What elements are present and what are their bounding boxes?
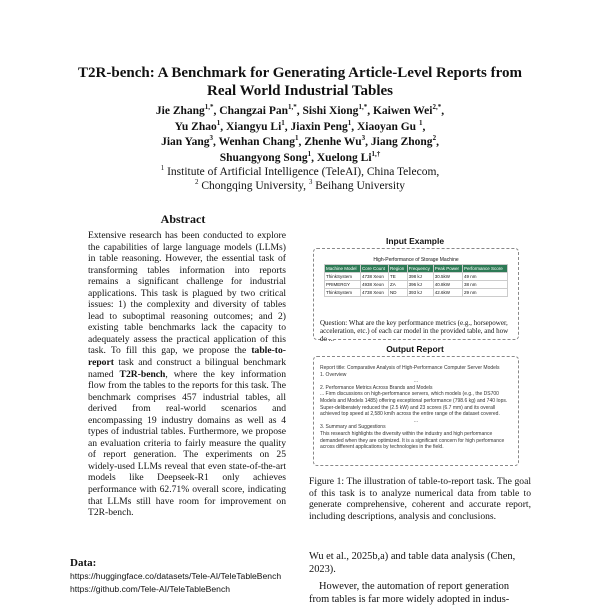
title-line-2: Real World Industrial Tables	[206, 83, 394, 99]
report-line: This research highlights the diversity within the industry and high performance	[320, 430, 493, 437]
author-name: , Kaiwen Wei	[367, 105, 433, 117]
sheet-cell: 398 kJ	[407, 273, 433, 281]
data-heading: Data:	[70, 557, 97, 569]
author-name: , Jiang Zhong	[365, 136, 433, 149]
report-text	[320, 365, 512, 451]
body-text-right	[309, 551, 531, 611]
author-line-3: Jian Yang$^3$, Wenhan Chang$^1$, Zhenhe Wu$^3$, Jiang Zhong$^2$,	[161, 134, 439, 149]
affil-text: Institute of Artificial Intelligence (TeleAI), China Telecom,	[164, 166, 440, 178]
sheet-cell: 40.8kW	[433, 281, 462, 289]
author-name: , Wenhan Chang	[213, 136, 295, 149]
affiliation-line-1	[40, 165, 560, 179]
sheet-title: High-Performance of Storage Machine	[373, 257, 459, 263]
abstract-text: Extensive research has been conducted to explore the capabilities of large language models (LLMs) in table reasoning. However, the essential task of transforming tables information into reports remains a significant challenge for industrial applications. This task is plagued by two critical issues: 1) the complexity and diversity of tables lead to suboptimal reasoning outcomes; and 2) existing table benchmarks lack the capacity to adequately assess the practical application of this task. To fill this gap, we propose the	[88, 230, 286, 357]
affiliation-line-2	[40, 179, 560, 193]
author-line-2: Yu Zhao$^1$, Xiangyu Li$^1$, Jiaxin Peng$^1$, Xiaoyan Gu $^1$,	[174, 118, 426, 133]
author-name: Jian Yang	[161, 136, 210, 149]
sheet-cell: 38 nm	[463, 281, 508, 289]
input-example-box	[313, 248, 519, 343]
sheet-row	[325, 273, 508, 281]
affil-sup: 2	[194, 178, 199, 187]
report-line: Models and Models 1485) offering exceptional performance (798.6 kg) and 740 Iops.	[320, 397, 508, 404]
author-sup: 1	[216, 118, 221, 127]
data-links	[70, 570, 281, 595]
sheet-row	[325, 281, 508, 289]
author-name: , Jiaxin Peng	[284, 120, 348, 133]
affil-sup: 3	[308, 178, 313, 187]
sheet-cell: 49 nm	[463, 273, 508, 281]
sheet-header-cell: Performance Score	[463, 265, 508, 273]
input-example-heading: Input Example	[385, 236, 445, 246]
report-line: achieved top speed at 2,580 km/h across the entire range of the dataset covered.	[320, 411, 500, 418]
author-sup: 1	[347, 118, 352, 127]
sheet-cell: 29 nm	[463, 289, 508, 297]
author-sup: 3	[361, 134, 366, 143]
author-sup: 3	[209, 134, 214, 143]
body-paragraph: Wu et al., 2025b,a) and table data analysis (Chen, 2023).	[309, 551, 516, 575]
sheet-cell: PRIMERGY	[325, 281, 361, 289]
figure-1	[309, 236, 521, 468]
github-link[interactable]: https://github.com/Tele-AI/TeleTableBench	[70, 583, 231, 594]
report-line: Report title: Comparative Analysis of High-Performance Computer Server Models	[320, 365, 500, 371]
output-report-box	[313, 356, 519, 466]
sheet-cell: ZA	[389, 281, 408, 289]
sheet-cell: 30.5kW	[433, 273, 462, 281]
report-line: 1. Overview	[320, 371, 347, 378]
author-sup: 1	[418, 118, 423, 127]
abstract-bold: table-to-report	[88, 345, 286, 369]
author-sup: 2	[432, 134, 437, 143]
author-name: , Xuelong Li	[311, 151, 372, 164]
abstract-bold: T2R-bench	[119, 368, 166, 380]
author-list	[40, 104, 560, 166]
sheet-cell: 4938 Xeon	[361, 281, 389, 289]
author-name: , Sishi Xiong	[296, 105, 359, 117]
output-report-heading: Output Report	[386, 344, 444, 354]
report-line: ... Firm discussions on high-performance servers, which models (e.g., the DS700	[320, 391, 499, 398]
author-name: , Xiangyu Li	[220, 120, 282, 133]
author-sup: 1,*	[204, 103, 214, 112]
author-sup: 1	[294, 134, 299, 143]
report-line: demanded when they are optimized. It is a significant concern for high performance	[320, 437, 505, 444]
author-sup: 1,†	[371, 149, 381, 158]
paper-title	[40, 64, 560, 100]
author-line-1: Jie Zhang$^{1,*}$, Changzai Pan$^{1,*}$, Sishi Xiong$^{1,*}$, Kaiwen Wei$^{2,*}$,	[155, 103, 445, 117]
report-line: Super-deliberately reduced the (2.5 kW) and 23 scores (6.7 mm) and its overall	[320, 404, 496, 411]
sheet-header-cell: Frequency	[407, 265, 433, 273]
sheet-table	[324, 264, 508, 297]
affiliations	[40, 165, 560, 193]
author-sup: 1,*	[288, 103, 297, 112]
body-paragraph: However, the automation of report generation from tables is far more widely adopted in indus-	[309, 581, 510, 605]
author-name: Jie Zhang	[155, 105, 205, 117]
huggingface-link[interactable]: https://huggingface.co/datasets/Tele-AI/TeleTableBench	[70, 571, 282, 581]
sheet-cell: ThinkSystem	[325, 273, 361, 281]
author-sup: 1	[307, 149, 312, 158]
affil-text: Beihang University	[312, 180, 406, 192]
report-line: 2. Performance Metrics Across Brands and Models	[320, 384, 433, 391]
sheet-cell: 393 kJ	[407, 289, 433, 297]
author-name: , Xiaoyan Gu	[351, 120, 419, 133]
sheet-cell: 42.6kW	[433, 289, 462, 297]
author-sup: 1	[281, 118, 285, 127]
sheet-cell: ThinkSystem	[325, 289, 361, 297]
sheet-cell: 4738 Xeon	[361, 289, 389, 297]
author-name: Shuangyong Song	[219, 151, 308, 164]
report-line: across different applications by technologies in the field.	[320, 444, 444, 451]
author-name: , Zhenhe Wu	[298, 136, 362, 149]
abstract-text: task and construct a bilingual benchmark named	[88, 357, 286, 380]
sheet-cell: 396 kJ	[407, 281, 433, 289]
report-line: 3. Summary and Suggestions	[320, 424, 386, 431]
sheet-header-cell: Core Count	[361, 265, 389, 273]
author-sup: 2,*	[432, 103, 442, 112]
affil-text: Chongqing University,	[198, 180, 309, 192]
author-sup: 1,*	[358, 103, 368, 112]
sheet-cell: 4738 Xeon	[361, 273, 389, 281]
figure-caption: Figure 1: The illustration of table-to-report task. The goal of this task is to analyze numerical data from table to generate comprehensive, coherent and accurate report, including descriptions, analysis and conclusions.	[309, 476, 531, 523]
question-text: Question: What are the key performance metrics (e.g., horsepower, acceleration, etc.) of each car model in the provided table, and how do ...	[320, 319, 509, 343]
abstract-heading: Abstract	[160, 212, 206, 226]
sheet-cell: ND	[389, 289, 408, 297]
affil-sup: 1	[160, 164, 165, 173]
title-line-1: T2R-bench: A Benchmark for Generating Article-Level Reports from	[78, 65, 522, 81]
spreadsheet	[324, 257, 508, 317]
abstract-body	[88, 230, 286, 519]
author-name: Yu Zhao	[174, 120, 217, 133]
author-name: , Changzai Pan	[213, 105, 288, 117]
abstract-text: , where the key information flow from the tables to the reports for this task. The benchmark comprises 457 industrial tables, all derived from real-world scenarios and encompassing 19 industry domains as well as 4 types of industrial tables. Furthermore, we propose an evaluation criteria to fairly measure the quality of report generation. The experiments on 25 widely-used LLMs reveal that even state-of-the-art models like Deepseek-R1 only achieves performance with 62.71% overall score, indicating that LLMs still have room for improvement on T2R-bench.	[88, 368, 286, 519]
report-line: ...	[413, 417, 419, 424]
report-line: ...	[413, 378, 419, 385]
sheet-header-row	[325, 265, 508, 273]
sheet-header-cell: Machine Model	[325, 265, 361, 273]
sheet-cell: TE	[389, 273, 408, 281]
sheet-header-cell: Peak Power	[433, 265, 462, 273]
sheet-row	[325, 289, 508, 297]
sheet-header-cell: Region	[389, 265, 408, 273]
